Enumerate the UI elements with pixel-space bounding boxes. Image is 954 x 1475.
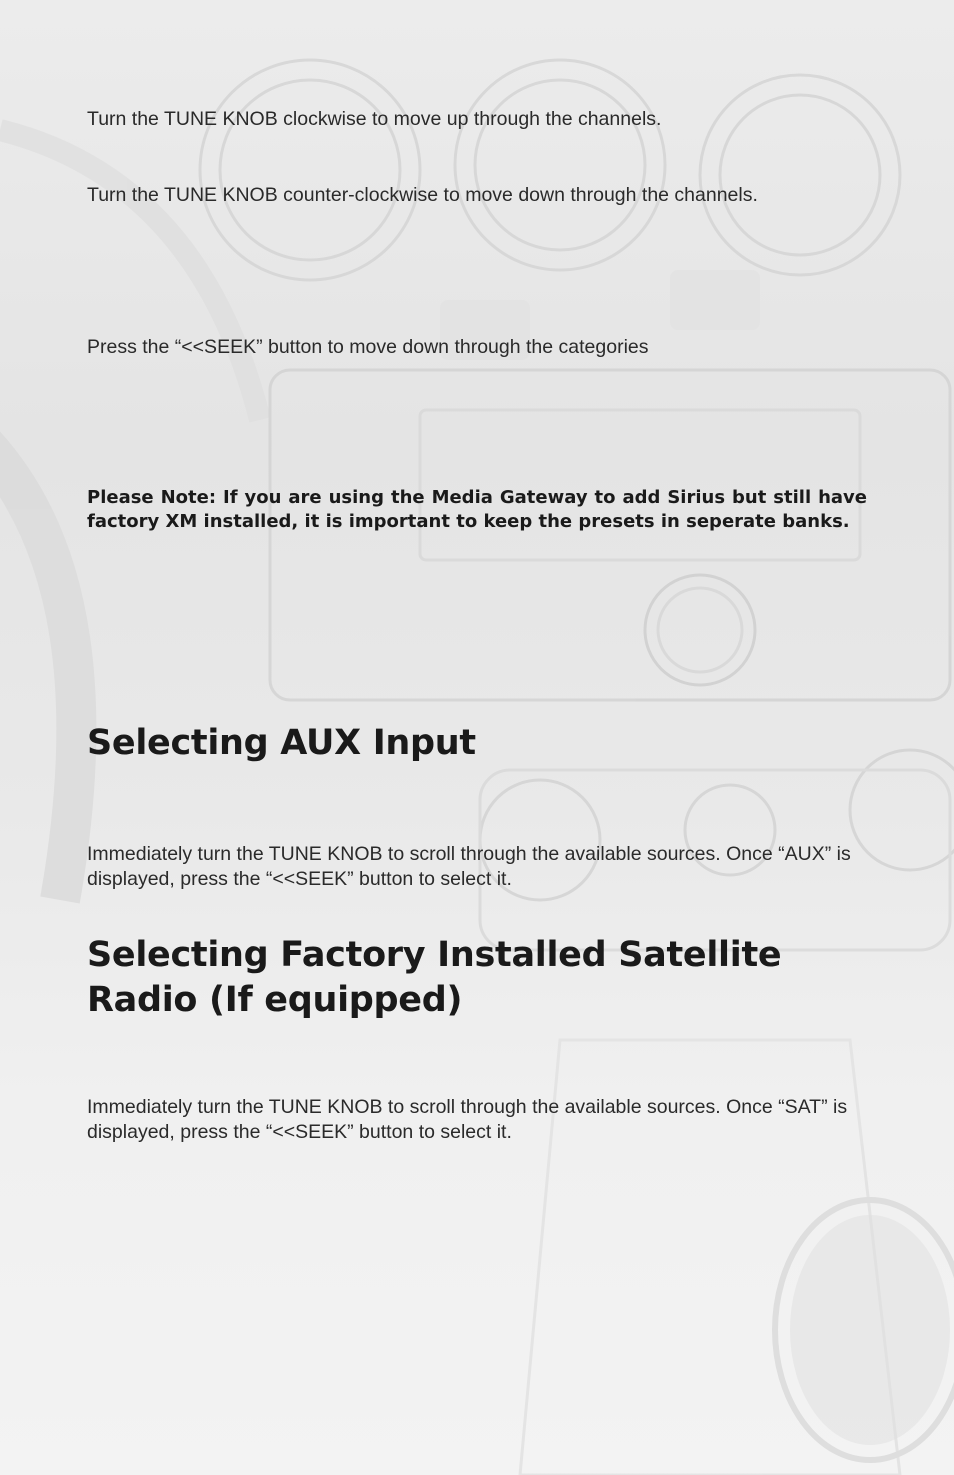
aux-instructions-text: Immediately turn the TUNE KNOB to scroll through the available sources. Once “AUX” is displayed, press the “<<SEEK” button to select it.	[87, 843, 851, 890]
aux-input-heading: Selecting AUX Input	[87, 723, 476, 763]
sat-instructions-text: Immediately turn the TUNE KNOB to scroll through the available sources. Once “SAT” is displayed, press the “<<SEEK” button to select it.	[87, 1096, 848, 1143]
satellite-radio-heading: Selecting Factory Installed Satellite Radio (If equipped)	[87, 935, 782, 1020]
seek-down-text: Press the “<<SEEK” button to move down through the categories	[87, 336, 649, 358]
please-note-text: Please Note: If you are using the Media Gateway to add Sirius but still have factory XM installed, it is important to keep the presets in seperate banks.	[87, 487, 867, 532]
tune-clockwise-text: Turn the TUNE KNOB clockwise to move up through the channels.	[87, 108, 662, 130]
tune-counterclockwise-text: Turn the TUNE KNOB counter-clockwise to move down through the channels.	[87, 184, 758, 206]
